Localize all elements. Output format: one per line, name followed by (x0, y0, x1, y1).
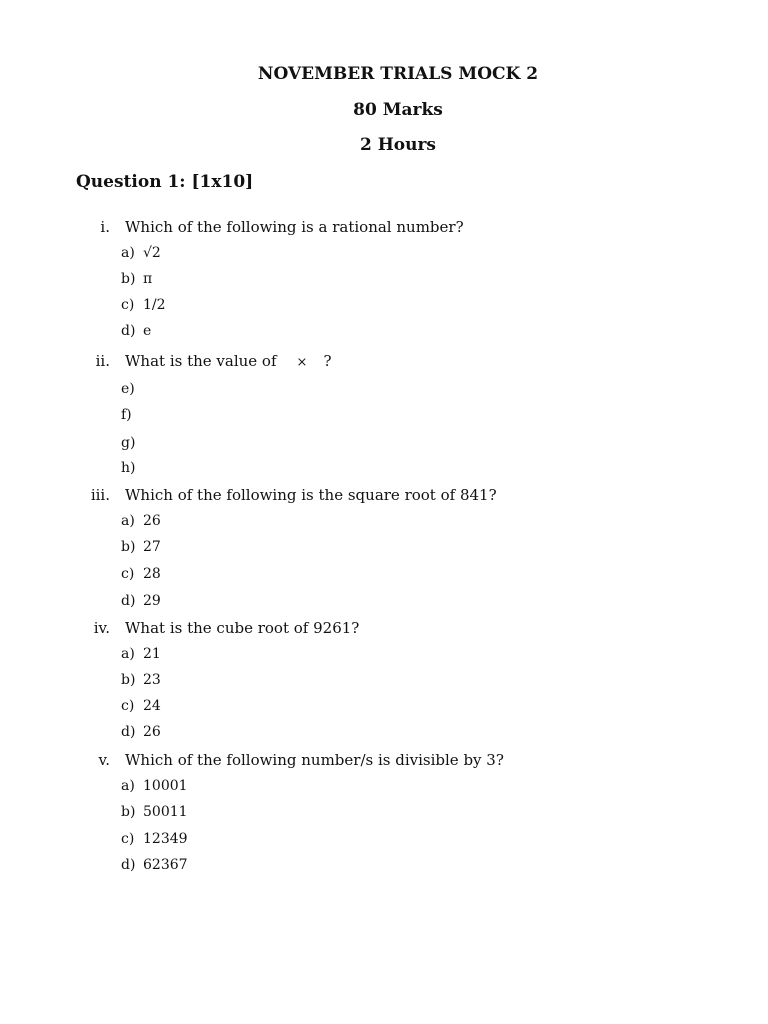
option (121, 672, 161, 688)
page-title: NOVEMBER TRIALS MOCK 2 (257, 64, 539, 84)
option-label: b) (121, 804, 136, 820)
question-number: i. (100, 218, 110, 236)
option-value: 24 (143, 698, 161, 714)
option (121, 435, 143, 451)
question-text: What is the cube root of 9261? (125, 619, 360, 637)
option-label: b) (121, 271, 136, 287)
option (121, 245, 161, 261)
option-label: e) (121, 381, 135, 397)
option-value: 27 (143, 539, 161, 555)
option-label: a) (121, 646, 135, 662)
option-value: 23 (143, 672, 161, 688)
option (121, 513, 161, 529)
option-label: f) (121, 407, 132, 423)
option (121, 407, 143, 423)
option-label: c) (121, 831, 135, 847)
question-text: Which of the following number/s is divisible by 3? (125, 751, 504, 769)
question-number: iv. (93, 619, 110, 637)
option-label: b) (121, 672, 136, 688)
question-text-start: What is the value of (125, 352, 277, 370)
option-value: 50011 (143, 804, 188, 820)
option-label: a) (121, 245, 135, 261)
option (121, 271, 152, 287)
option-value: 29 (143, 593, 161, 609)
option-label: c) (121, 566, 135, 582)
option-value: 26 (143, 513, 161, 529)
option-label: h) (121, 460, 136, 476)
option-value: 28 (143, 566, 161, 582)
option-label: d) (121, 724, 136, 740)
question-text: Which of the following is the square root of 841? (125, 486, 497, 504)
option-value: e (143, 323, 152, 339)
option-label: d) (121, 593, 136, 609)
option (121, 566, 161, 582)
option (121, 323, 151, 339)
option (121, 297, 166, 313)
option (121, 778, 188, 794)
option (121, 646, 161, 662)
section-heading: Question 1: [1x10] (76, 172, 254, 192)
option-value: 10001 (143, 778, 188, 794)
exam-duration: 2 Hours (359, 135, 437, 155)
multiply-sign: × (296, 355, 308, 370)
option-value: 12349 (143, 831, 188, 847)
option-value: √2 (143, 245, 161, 261)
total-marks: 80 Marks (353, 100, 443, 120)
option-label: c) (121, 698, 135, 714)
option (121, 698, 161, 714)
question-number: ii. (95, 352, 110, 370)
option-value: 21 (143, 646, 161, 662)
option-label: d) (121, 857, 136, 873)
option-label: a) (121, 778, 135, 794)
option-label: b) (121, 539, 136, 555)
option-label: a) (121, 513, 135, 529)
option-label: c) (121, 297, 135, 313)
question-text (125, 352, 331, 370)
option-label: d) (121, 323, 136, 339)
option (121, 381, 143, 397)
question-number: iii. (90, 486, 110, 504)
option-value: 26 (143, 724, 161, 740)
option (121, 539, 161, 555)
question-text: Which of the following is a rational number? (125, 218, 464, 236)
option-value: 1/2 (143, 297, 166, 313)
question-mark: ? (323, 352, 332, 370)
question-number: v. (98, 751, 110, 769)
option (121, 857, 188, 873)
option-value: 62367 (143, 857, 188, 873)
option-label: g) (121, 435, 136, 451)
option (121, 593, 161, 609)
option (121, 804, 188, 820)
option (121, 460, 143, 476)
option (121, 724, 161, 740)
option-value: π (143, 271, 153, 287)
option (121, 831, 188, 847)
